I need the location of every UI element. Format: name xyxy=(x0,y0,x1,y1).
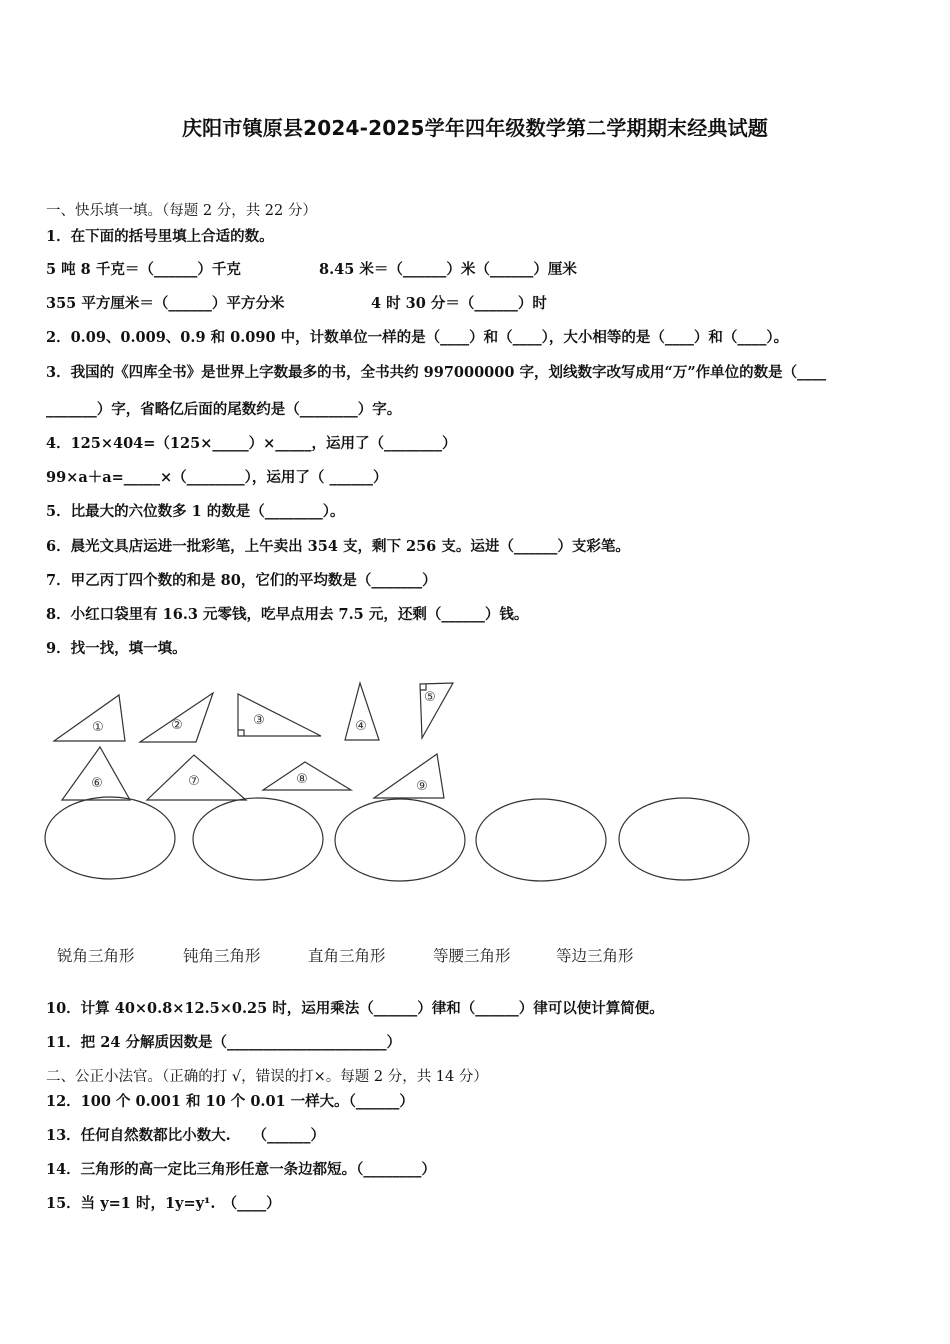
question-1b: 8.45 米＝（______）米（______）厘米 xyxy=(319,261,577,278)
triangle-4-number: ④ xyxy=(355,719,367,734)
triangle-1 xyxy=(54,695,125,741)
question-1: 1．在下面的括号里填上合适的数。 xyxy=(46,228,274,245)
question-7: 7．甲乙丙丁四个数的和是 80，它们的平均数是（_______） xyxy=(46,572,437,589)
triangle-9-number: ⑨ xyxy=(416,779,428,794)
question-9: 9．找一找，填一填。 xyxy=(46,640,187,657)
section-2-header: 二、公正小法官。（正确的打 √，错误的打×。每题 2 分，共 14 分） xyxy=(46,1069,488,1085)
question-12: 12．100 个 0.001 和 10 个 0.01 一样大。（______） xyxy=(46,1093,414,1110)
question-1d: 4 时 30 分＝（______）时 xyxy=(371,295,547,312)
question-5: 5．比最大的六位数多 1 的数是（________）。 xyxy=(46,503,345,520)
triangle-3 xyxy=(238,694,321,736)
triangle-6-number: ⑥ xyxy=(91,776,103,791)
answer-oval-right xyxy=(335,799,465,881)
label-equilateral: 等边三角形 xyxy=(556,947,634,965)
triangle-1-number: ① xyxy=(92,720,104,735)
question-4-line-1: 4．125×404=（125×_____）×_____，运用了（________） xyxy=(46,435,457,452)
label-right: 直角三角形 xyxy=(308,947,386,965)
question-13: 13．任何自然数都比小数大. （______） xyxy=(46,1127,325,1144)
section-1-header: 一、快乐填一填。（每题 2 分，共 22 分） xyxy=(46,203,317,219)
triangle-9 xyxy=(374,754,444,798)
question-14: 14．三角形的高一定比三角形任意一条边都短。（________） xyxy=(46,1161,436,1178)
question-8: 8．小红口袋里有 16.3 元零钱，吃早点用去 7.5 元，还剩（______）钱。 xyxy=(46,606,529,623)
triangle-8-number: ⑧ xyxy=(296,772,308,787)
question-3-line-1: 3．我国的《四库全书》是世界上字数最多的书，全书共约 997000000 字，划线数字改写成用“万”作单位的数是（____ xyxy=(46,364,827,381)
triangle-3-right-angle xyxy=(238,730,244,736)
label-acute: 锐角三角形 xyxy=(57,947,135,965)
question-4-line-2: 99×a＋a=_____×（________），运用了（ ______） xyxy=(46,469,388,486)
answer-oval-isosceles xyxy=(476,799,606,881)
answer-oval-equilateral xyxy=(619,798,749,880)
triangle-5-number: ⑤ xyxy=(424,690,436,705)
answer-oval-acute xyxy=(45,797,175,879)
question-1a: 5 吨 8 千克＝（______）千克 xyxy=(46,261,241,278)
question-11: 11．把 24 分解质因数是（______________________） xyxy=(46,1034,401,1051)
question-6: 6．晨光文具店运进一批彩笔，上午卖出 354 支，剩下 256 支。运进（______）支彩笔。 xyxy=(46,538,630,555)
triangle-2-number: ② xyxy=(171,718,183,733)
question-15: 15．当 y=1 时，1y=y¹. （____） xyxy=(46,1195,281,1212)
question-10: 10．计算 40×0.8×12.5×0.25 时，运用乘法（______）律和（______）律可以使计算简便。 xyxy=(46,1000,664,1017)
triangle-figure xyxy=(0,670,950,920)
triangle-6 xyxy=(62,747,130,800)
label-isosceles: 等腰三角形 xyxy=(433,947,511,965)
question-1c: 355 平方厘米＝（______）平方分米 xyxy=(46,295,285,312)
answer-oval-obtuse xyxy=(193,798,323,880)
label-obtuse: 钝角三角形 xyxy=(183,947,261,965)
triangle-7-number: ⑦ xyxy=(188,774,200,789)
page-title: 庆阳市镇原县2024-2025学年四年级数学第二学期期末经典试题 xyxy=(181,116,769,140)
question-3-line-2: _______）字，省略亿后面的尾数约是（________）字。 xyxy=(46,401,402,418)
triangle-3-number: ③ xyxy=(253,713,265,728)
question-2: 2．0.09、0.009、0.9 和 0.090 中，计数单位一样的是（____）和（____），大小相等的是（____）和（____）。 xyxy=(46,329,789,346)
